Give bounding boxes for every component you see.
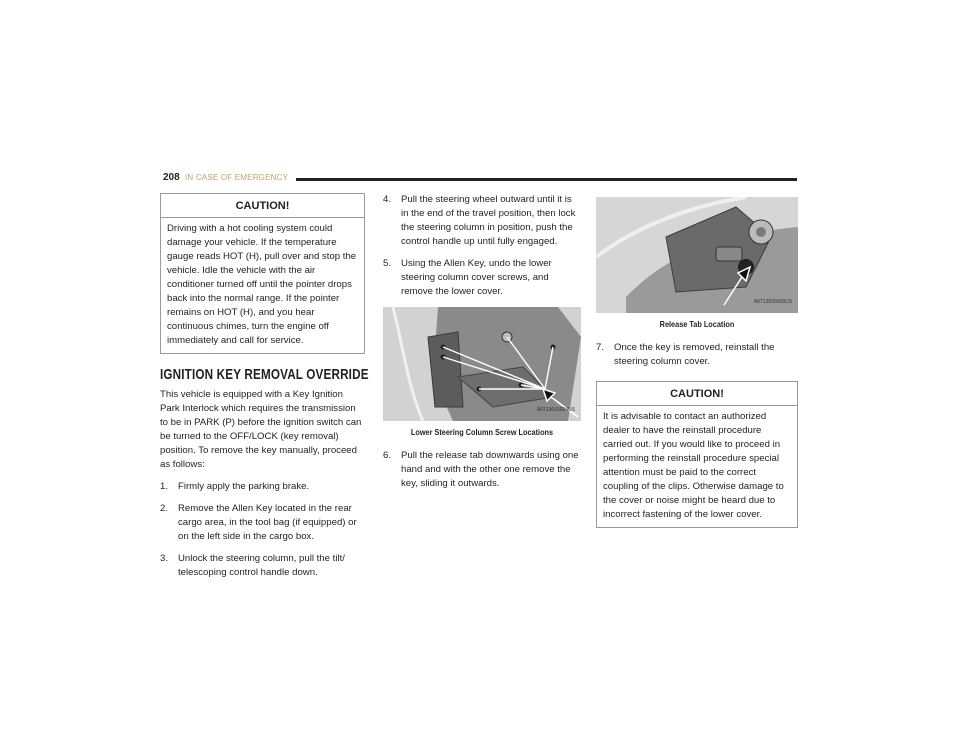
step-text: Unlock the steering column, pull the tilt/ telescoping control handle down. [178, 553, 345, 578]
figure-caption: Lower Steering Column Screw Locations [410, 427, 554, 437]
caution-box-cooling [160, 193, 365, 354]
step-text: Pull the steering wheel outward until it is in the end of the travel position, then lock the steering column in position, push the control handle up until fully engaged. [401, 194, 576, 247]
step-item [596, 341, 798, 369]
step-number: 1. [160, 481, 169, 492]
steps-list-4 [596, 341, 798, 369]
step-number: 6. [383, 450, 392, 461]
caution-text: Driving with a hot cooling system could damage your vehicle. If the temperature gauge reads HOT (H), pull over and stop the vehicle. Idle the vehicle with the air conditioner turned off until the pointer drops back into the normal range. If the pointer remains on HOT (H), and you hear continuous chimes, turn the engine off immediately and call for service. [167, 223, 357, 346]
step-text: Firmly apply the parking brake. [178, 481, 310, 492]
column-2 [383, 193, 581, 499]
step-text: Pull the release tab downwards using one hand and with the other one remove the key, sliding it outwards. [401, 450, 579, 489]
step-text: Once the key is removed, reinstall the steering column cover. [614, 342, 775, 367]
steps-list-1 [160, 480, 365, 580]
steps-list-2 [383, 193, 581, 299]
step-item [383, 257, 581, 299]
caution-box-reinstall [596, 381, 798, 528]
step-item [160, 502, 365, 544]
step-item [383, 449, 581, 491]
column-3 [596, 193, 798, 528]
step-item [160, 480, 365, 494]
page-header [163, 172, 797, 186]
steps-list-3 [383, 449, 581, 491]
caution-title: CAUTION! [161, 194, 364, 218]
step-number: 3. [160, 553, 169, 564]
intro-paragraph: This vehicle is equipped with a Key Ignition Park Interlock which requires the transmission to be in PARK (P) before the ignition switch can be turned to the OFF/LOCK (key removal) position. To remove the key manually, proceed as follows: [160, 389, 362, 470]
step-number: 4. [383, 194, 392, 205]
page-number: 208 [163, 172, 180, 183]
step-text: Using the Allen Key, undo the lower steering column cover screws, and remove the lower cover. [401, 258, 552, 297]
step-text: Remove the Allen Key located in the rear cargo area, in the tool bag (if equipped) or on the left side in the cargo box. [178, 503, 357, 542]
step-number: 2. [160, 503, 169, 514]
section-title: IN CASE OF EMERGENCY [185, 173, 289, 182]
step-number: 5. [383, 258, 392, 269]
figure-id: A0713000009US [753, 299, 792, 305]
caution-title: CAUTION! [597, 382, 797, 406]
figure-screw-locations [383, 307, 581, 421]
step-item [160, 552, 365, 580]
figure-id: A0713000004US [536, 407, 575, 413]
step-item [383, 193, 581, 249]
column-1 [160, 193, 369, 588]
header-rule [296, 178, 797, 181]
caution-text: It is advisable to contact an authorized dealer to have the reinstall procedure carried out. If you would like to proceed in performing the reinstall procedure special attention must be paid to the correct coupling of the clips. Otherwise damage to the cover or noise might be heard due to incorrect fastening of the lower cover. [603, 411, 784, 520]
step-number: 7. [596, 342, 605, 353]
figure-caption: Release Tab Location [659, 319, 735, 329]
section-heading: IGNITION KEY REMOVAL OVERRIDE [160, 366, 369, 383]
figure-release-tab [596, 197, 798, 313]
